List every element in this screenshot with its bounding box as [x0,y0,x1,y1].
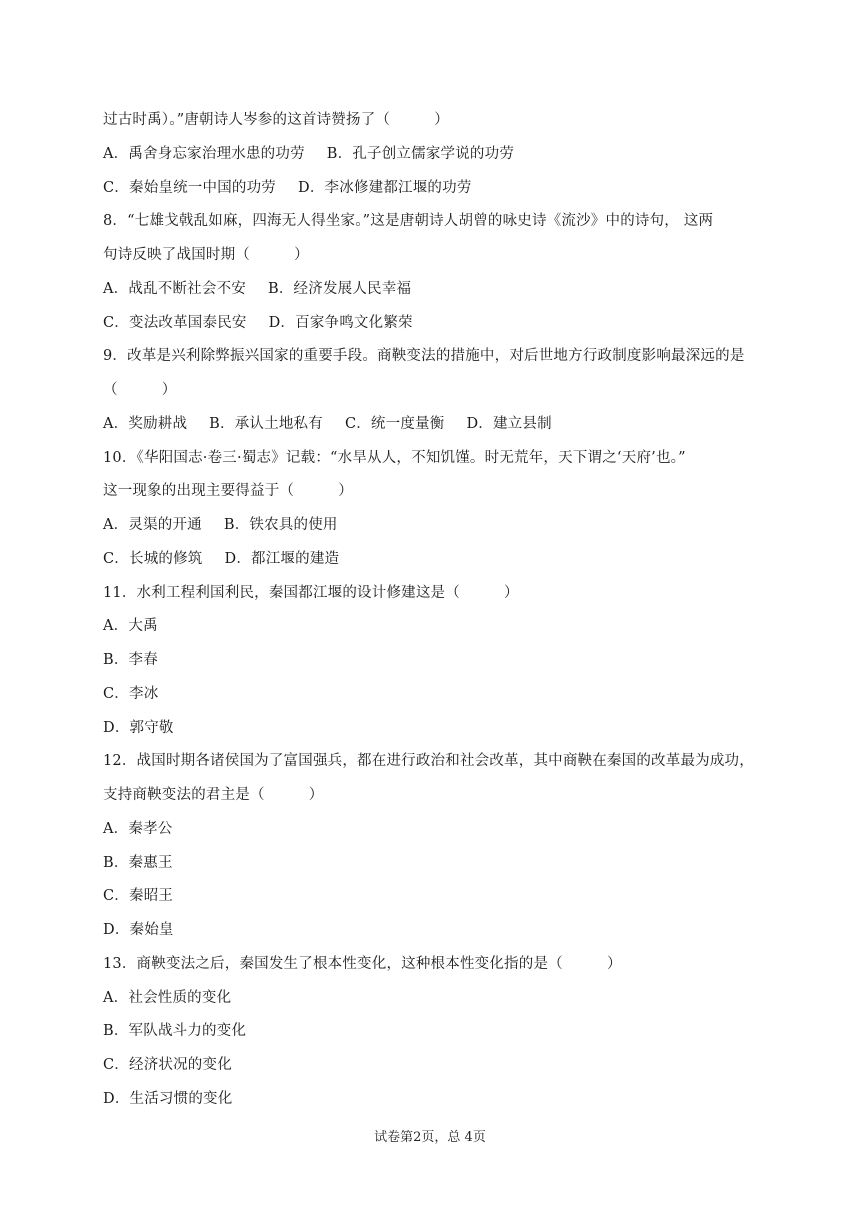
answer-option: D．建立县制 [466,415,552,432]
answer-option: A．灵渠的开通 [103,517,202,533]
text-line: 9．改革是兴利除弊振兴国家的重要手段。商鞅变法的措施中，对后世地方行政制度影响最深远的是 [103,348,745,365]
text-line: B．秦惠王 [103,854,173,871]
answer-option: D．都江堰的建造 [224,550,340,567]
options-row [103,138,763,172]
text-line: 支持商鞅变法的君主是（ ） [103,787,324,803]
text-line: 8．“七雄戈戟乱如麻，四海无人得坐家。”这是唐朝诗人胡曾的咏史诗《流沙》中的诗句， 这两 [103,213,714,230]
text-line: 10．《华阳国志·卷三·蜀志》记载：“水旱从人，不知饥馑。时无荒年，天下谓之‘天府’也。” [103,449,686,466]
text-line: C．秦昭王 [103,888,174,905]
page-footer: 试卷第2页，总 4页 [374,1130,486,1145]
answer-option: A．战乱不断社会不安 [103,280,246,297]
options-row [103,509,763,543]
text-line: C．经济状况的变化 [103,1057,232,1073]
text-line: A．大禹 [103,618,158,635]
text-line: 过古时禹）。”唐朝诗人岑参的这首诗赞扬了（ ） [103,112,449,128]
answer-option: B．铁农具的使用 [223,517,338,533]
text-line: 13．商鞅变法之后，秦国发生了根本性变化，这种根本性变化指的是（ ） [103,955,622,972]
answer-option: B．经济发展人民幸福 [267,280,412,297]
text-line: B．军队战斗力的变化 [103,1023,247,1040]
answer-option: A．奖励耕战 [103,415,188,432]
exam-content [103,104,763,1117]
answer-option: C．长城的修筑 [103,550,203,567]
answer-option: C．统一度量衡 [344,415,445,432]
text-line: B．李春 [103,652,158,668]
answer-option: C．秦始皇统一中国的功劳 [103,179,276,196]
answer-option: D．李冰修建都江堰的功劳 [298,179,472,196]
text-line: D．秦始皇 [103,922,174,938]
options-row [103,273,763,307]
text-line: A．社会性质的变化 [103,989,232,1006]
answer-option: A．禹舍身忘家治理水患的功劳 [103,145,305,162]
text-line: 句诗反映了战国时期（ ） [103,247,309,263]
text-line: 11．水利工程利国利民，秦国都江堰的设计修建这是（ ） [103,584,519,601]
text-line: （ ） [103,382,177,398]
answer-option: D．百家争鸣文化繁荣 [268,314,413,331]
text-line: 12．战国时期各诸侯国为了富国强兵，都在进行政治和社会改革，其中商鞅在秦国的改革最为成功， [103,753,754,770]
text-line: A．秦孝公 [103,820,173,837]
options-row [103,408,763,442]
answer-option: B．孔子创立儒家学说的功劳 [326,145,515,162]
answer-option: B．承认土地私有 [209,415,323,432]
answer-option: C．变法改革国泰民安 [103,314,247,331]
text-line: D．生活习惯的变化 [103,1090,233,1107]
text-line: D．郭守敬 [103,719,174,736]
text-line: 这一现象的出现主要得益于（ ） [103,483,353,500]
options-row [103,172,763,206]
text-line: C．李冰 [103,685,159,702]
options-row [103,543,763,577]
options-row [103,307,763,341]
